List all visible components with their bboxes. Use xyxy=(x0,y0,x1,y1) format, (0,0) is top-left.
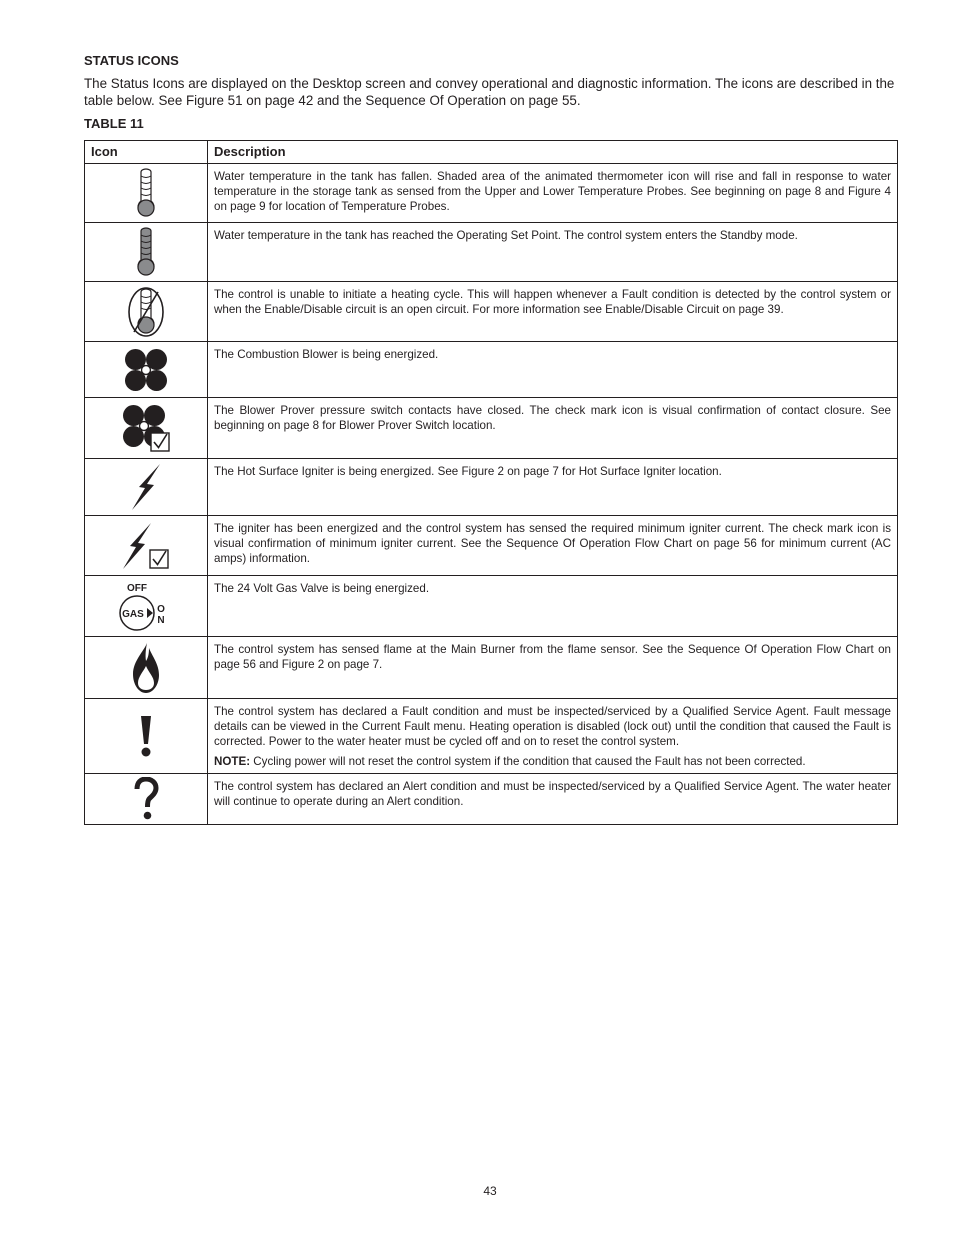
description-cell: The control is unable to initiate a heating cycle. This will happen whenever a Fault condition is detected by the control system or when the Enable/Disable circuit is an open circuit. For more information see Enable/Disable Circuit on page 39. xyxy=(208,282,898,342)
table-row xyxy=(85,699,898,774)
description-cell: The Combustion Blower is being energized. xyxy=(208,342,898,398)
header-description: Description xyxy=(208,141,898,164)
description-cell: Water temperature in the tank has reached the Operating Set Point. The control system enters the Standby mode. xyxy=(208,223,898,282)
gas-valve-gas-label: GAS xyxy=(122,609,144,620)
page-number: 43 xyxy=(483,1184,497,1198)
thermometer-disabled-icon xyxy=(126,285,166,339)
gas-valve-on-o-label: O xyxy=(157,604,165,615)
question-mark-icon xyxy=(133,777,159,821)
table-row xyxy=(85,398,898,459)
thermometer-rising-icon xyxy=(134,168,158,218)
icon-cell xyxy=(85,774,208,825)
icon-cell xyxy=(85,576,208,637)
flame-icon xyxy=(131,642,161,694)
table-row xyxy=(85,576,898,637)
header-icon: Icon xyxy=(85,141,208,164)
table-row xyxy=(85,774,898,825)
table-row xyxy=(85,282,898,342)
note-paragraph xyxy=(214,754,891,769)
icon-cell xyxy=(85,516,208,576)
status-icons-table xyxy=(84,140,898,825)
intro-paragraph: The Status Icons are displayed on the Desktop screen and convey operational and diagnostic information. The icons are described in the table below. See Figure 51 on page 42 and the Sequence Of Operation on page 55. xyxy=(84,76,895,108)
igniter-bolt-check-icon xyxy=(121,522,171,570)
icon-cell xyxy=(85,342,208,398)
icon-cell xyxy=(85,637,208,699)
igniter-bolt-icon xyxy=(131,463,161,511)
table-row xyxy=(85,164,898,223)
description-cell: The 24 Volt Gas Valve is being energized. xyxy=(208,576,898,637)
gas-valve-off-label: OFF xyxy=(127,583,147,594)
table-row xyxy=(85,637,898,699)
icon-cell xyxy=(85,223,208,282)
note-label: NOTE: xyxy=(214,755,251,768)
description-cell: The Blower Prover pressure switch contacts have closed. The check mark icon is visual confirmation of contact closure. See beginning on page 8 for Blower Prover Switch location. xyxy=(208,398,898,459)
gas-valve-on-n-label: N xyxy=(157,615,165,626)
description-cell: The control system has sensed flame at the Main Burner from the flame sensor. See the Sequence Of Operation Flow Chart on page 56 and Figure 2 on page 7. xyxy=(208,637,898,699)
table-header-row xyxy=(85,141,898,164)
thermometer-full-icon xyxy=(134,227,158,277)
blower-fan-icon xyxy=(123,347,169,393)
section-heading: STATUS ICONS xyxy=(84,53,179,68)
blower-fan-check-icon xyxy=(121,403,171,453)
description-cell: The control system has declared an Alert condition and must be inspected/serviced by a Qualified Service Agent. The water heater will continue to operate during an Alert condition. xyxy=(208,774,898,825)
icon-cell xyxy=(85,398,208,459)
table-row xyxy=(85,459,898,516)
description-cell: The Hot Surface Igniter is being energized. See Figure 2 on page 7 for Hot Surface Igniter location. xyxy=(208,459,898,516)
table-row xyxy=(85,342,898,398)
icon-cell xyxy=(85,459,208,516)
icon-cell xyxy=(85,282,208,342)
description-cell: Water temperature in the tank has fallen. Shaded area of the animated thermometer icon will rise and fall in response to water temperature in the storage tank as sensed from the Upper and Lower Temperature Probes. See beginning on page 8 and Figure 4 on page 9 for location of Temperature Probes. xyxy=(208,164,898,223)
exclamation-icon xyxy=(138,714,154,758)
note-text: Cycling power will not reset the control system if the condition that caused the Fault has not been corrected. xyxy=(250,755,806,768)
icon-cell xyxy=(85,164,208,223)
icon-cell xyxy=(85,699,208,774)
description-cell: The control system has declared a Fault condition and must be inspected/serviced by a Qualified Service Agent. Fault message details can be viewed in the Current Fault menu. Heating operation is disabled (lock out) until the condition that caused the Fault is corrected. Power to the water heater must be cycled off and on to reset the control system. NOTE: Cycling power will not reset the control system if the condition that caused the Fault has not been corrected. xyxy=(208,699,898,774)
table-row xyxy=(85,516,898,576)
table-row xyxy=(85,223,898,282)
gas-valve-icon xyxy=(116,581,176,631)
table-label: TABLE 11 xyxy=(84,116,144,131)
description-cell: The igniter has been energized and the control system has sensed the required minimum igniter current. The check mark icon is visual confirmation of minimum igniter current. See the Sequence Of Operation Flow Chart on page 56 for minimum current (AC amps) information. xyxy=(208,516,898,576)
